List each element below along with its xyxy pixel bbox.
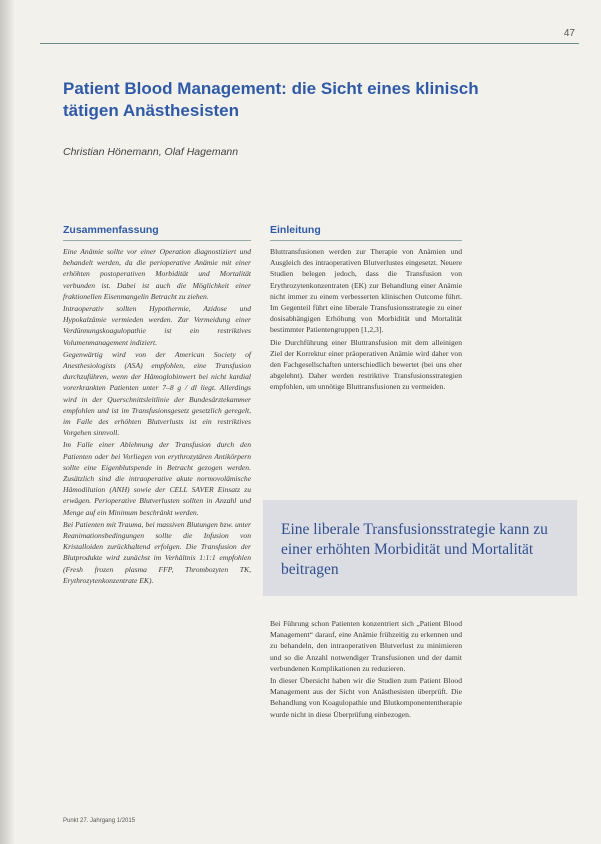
abstract-paragraph: Gegenwärtig wird von der American Society of Anesthesiologists (ASA) empfohlen, eine Transfusion durchzuführen, wenn der Hämoglobinwert bei nicht kardial vorerkrankten Patienten unter 7–8 g / dl liegt. Allerdings wird in der Querschnittsleitlinie der Bundesärztekammer empfohlen und ist im Transfusionsgesetz gesetzlich geregelt, im Falle des erhöhten Blutverlusts ist ein restriktives Vorgehen sinnvoll. xyxy=(63,349,251,438)
pull-quote-text: Eine liberale Transfusionsstrategie kann zu einer erhöhten Morbidität und Mortalität beitragen xyxy=(281,521,548,578)
article-title: Patient Blood Management: die Sicht eines klinisch tätigen Anästhesisten xyxy=(63,79,479,120)
body-continued-text xyxy=(270,618,462,721)
body-paragraph: Die Durchführung einer Bluttransfusion mit dem alleinigen Ziel der Korrektur einer präoperativen Anämie wird daher von den Fachgesellschaften unterschiedlich bewertet (bei uns eher abgelehnt). Daher werden restriktive Transfusionsstrategien empfohlen, um unnötige Bluttransfusionen zu vermeiden. xyxy=(270,337,462,392)
abstract-rule xyxy=(63,240,251,241)
body-paragraph: Bei Führung schon Patienten konzentriert sich „Patient Blood Management“ darauf, eine Anämie frühzeitig zu erkennen und zu behandeln, den intraoperativen Blutverlust zu minimieren und so die Anzahl notwendiger Transfusionen und der damit verbundenen Komplikationen zu reduzieren. xyxy=(270,619,462,673)
introduction-rule xyxy=(270,240,462,241)
abstract-paragraph: Intraoperativ sollten Hypothermie, Azidose und Hypokalzämie vermieden werden. Zur Vermeidung einer Verdünnungskoagulopathie ist ein restriktives Volumenmanagement indiziert. xyxy=(63,304,251,347)
abstract-paragraph: Im Falle einer Ablehnung der Transfusion durch den Patienten oder bei Vorliegen von erythrozytären Antikörpern sollte eine Eigenblutspende in Betracht gezogen werden. Zusätzlich sind die intraoperative akute normovolämische Hämodilution (ANH) sowie der CELL SAVER Einsatz zu erwägen. Perioperative Blutverlusten sollten in Anzahl und Menge auf ein Minimum beschränkt werden. xyxy=(63,440,251,517)
article-authors: Christian Hönemann, Olaf Hagemann xyxy=(63,146,239,158)
abstract-paragraph: Bei Patienten mit Trauma, bei massiven Blutungen bzw. unter Reanimationsbedingungen sollte die Infusion von Kristalloiden zurückhaltend erfolgen. Die Transfusion der Blutprodukte wird zunächst im Verhältnis 1:1:1 empfohlen (Fresh frozen plasma FFP, Thrombozyten TK, Erythrozytenkonzentrate EK). xyxy=(63,519,251,585)
page-gutter-shadow xyxy=(0,0,14,844)
page-number: 47 xyxy=(563,28,575,39)
abstract-text xyxy=(63,246,251,587)
pull-quote-box xyxy=(263,500,577,596)
body-paragraph: Bluttransfusionen werden zur Therapie von Anämien und Ausgleich des intraoperativen Blutverlustes eingesetzt. Neuere Studien belegen jedoch, dass die Transfusion von Erythrozytenkonzentraten (EK) zur Behandlung einer Anämie nicht immer zu einem verbesserten klinischen Outcome führt. Im Gegenteil führt eine liberale Transfusionsstrategie zu einer dosisabhängigen Erhöhung von Morbidität und Mortalität bestimmter Patientengruppen [1,2,3]. xyxy=(270,247,462,335)
header-rule xyxy=(40,43,579,44)
page-footer: Punkt 27. Jahrgang 1/2015 xyxy=(63,818,136,824)
abstract-heading: Zusammenfassung xyxy=(63,224,159,236)
body-paragraph: In dieser Übersicht haben wir die Studien zum Patient Blood Management aus der Sicht von Anästhesisten überprüft. Die Behandlung von Koagulopathie und Blutkomponententherapie wurde nicht in diese Überprüfung einbezogen. xyxy=(270,676,462,719)
abstract-paragraph: Eine Anämie sollte vor einer Operation diagnostiziert und behandelt werden, da die perioperative Anämie mit einer erhöhten postoperativen Morbidität und Mortalität verbunden ist. Dabei ist auch die Möglichkeit einer fraktionellen Eisenmangelin Betracht zu ziehen. xyxy=(63,247,251,301)
introduction-heading: Einleitung xyxy=(270,224,321,236)
introduction-text xyxy=(270,246,462,394)
